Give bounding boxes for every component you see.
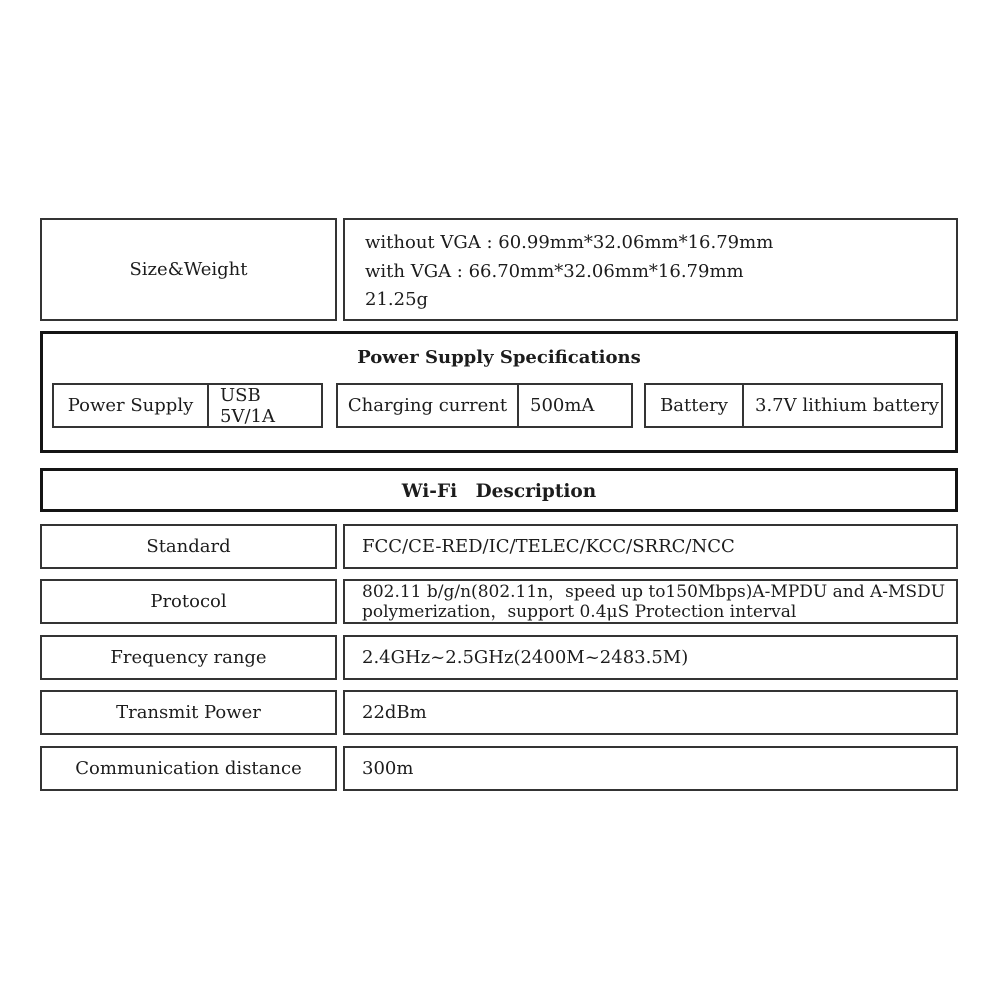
protocol-label: Protocol (40, 579, 337, 624)
transmit-power-label: Transmit Power (40, 690, 337, 735)
standard-value: FCC/CE-RED/IC/TELEC/KCC/SRRC/NCC (343, 524, 958, 569)
battery-label: Battery (646, 385, 744, 426)
wifi-description-title: Wi-Fi Description (40, 468, 958, 512)
size-without-vga: without VGA : 60.99mm*32.06mm*16.79mm (365, 232, 774, 253)
frequency-range-value: 2.4GHz~2.5GHz(2400M~2483.5M) (343, 635, 958, 680)
size-with-vga: with VGA : 66.70mm*32.06mm*16.79mm (365, 260, 744, 282)
spec-row-standard (40, 524, 958, 569)
charging-current-pair (336, 383, 633, 428)
spec-row-transmit-power (40, 690, 958, 735)
communication-distance-value: 300m (343, 746, 958, 791)
battery-value: 3.7V lithium battery (755, 395, 939, 416)
size-weight-table (40, 218, 958, 321)
standard-label: Standard (40, 524, 337, 569)
power-supply-pair (52, 383, 323, 428)
battery-pair (644, 383, 943, 428)
spec-row-frequency-range (40, 635, 958, 680)
power-supply-table (40, 331, 958, 453)
size-weight-label: Size&Weight (40, 218, 337, 321)
protocol-value: 802.11 b/g/n(802.11n，speed up to150Mbps)A-MPDU and A-MSDU polymerization，support 0.4μS Protection interval (343, 579, 958, 624)
transmit-power-value: 22dBm (343, 690, 958, 735)
frequency-range-label: Frequency range (40, 635, 337, 680)
communication-distance-label: Communication distance (40, 746, 337, 791)
spec-row-protocol (40, 579, 958, 624)
power-supply-label: Power Supply (54, 385, 209, 426)
weight-value: 21.25g (365, 289, 429, 310)
charging-current-value: 500mA (530, 395, 595, 416)
size-weight-value (343, 218, 958, 321)
power-supply-value: USB 5V/1A (220, 384, 275, 427)
power-supply-title: Power Supply Specifications (357, 347, 641, 368)
spec-row-communication-distance (40, 746, 958, 791)
charging-current-label: Charging current (338, 385, 519, 426)
